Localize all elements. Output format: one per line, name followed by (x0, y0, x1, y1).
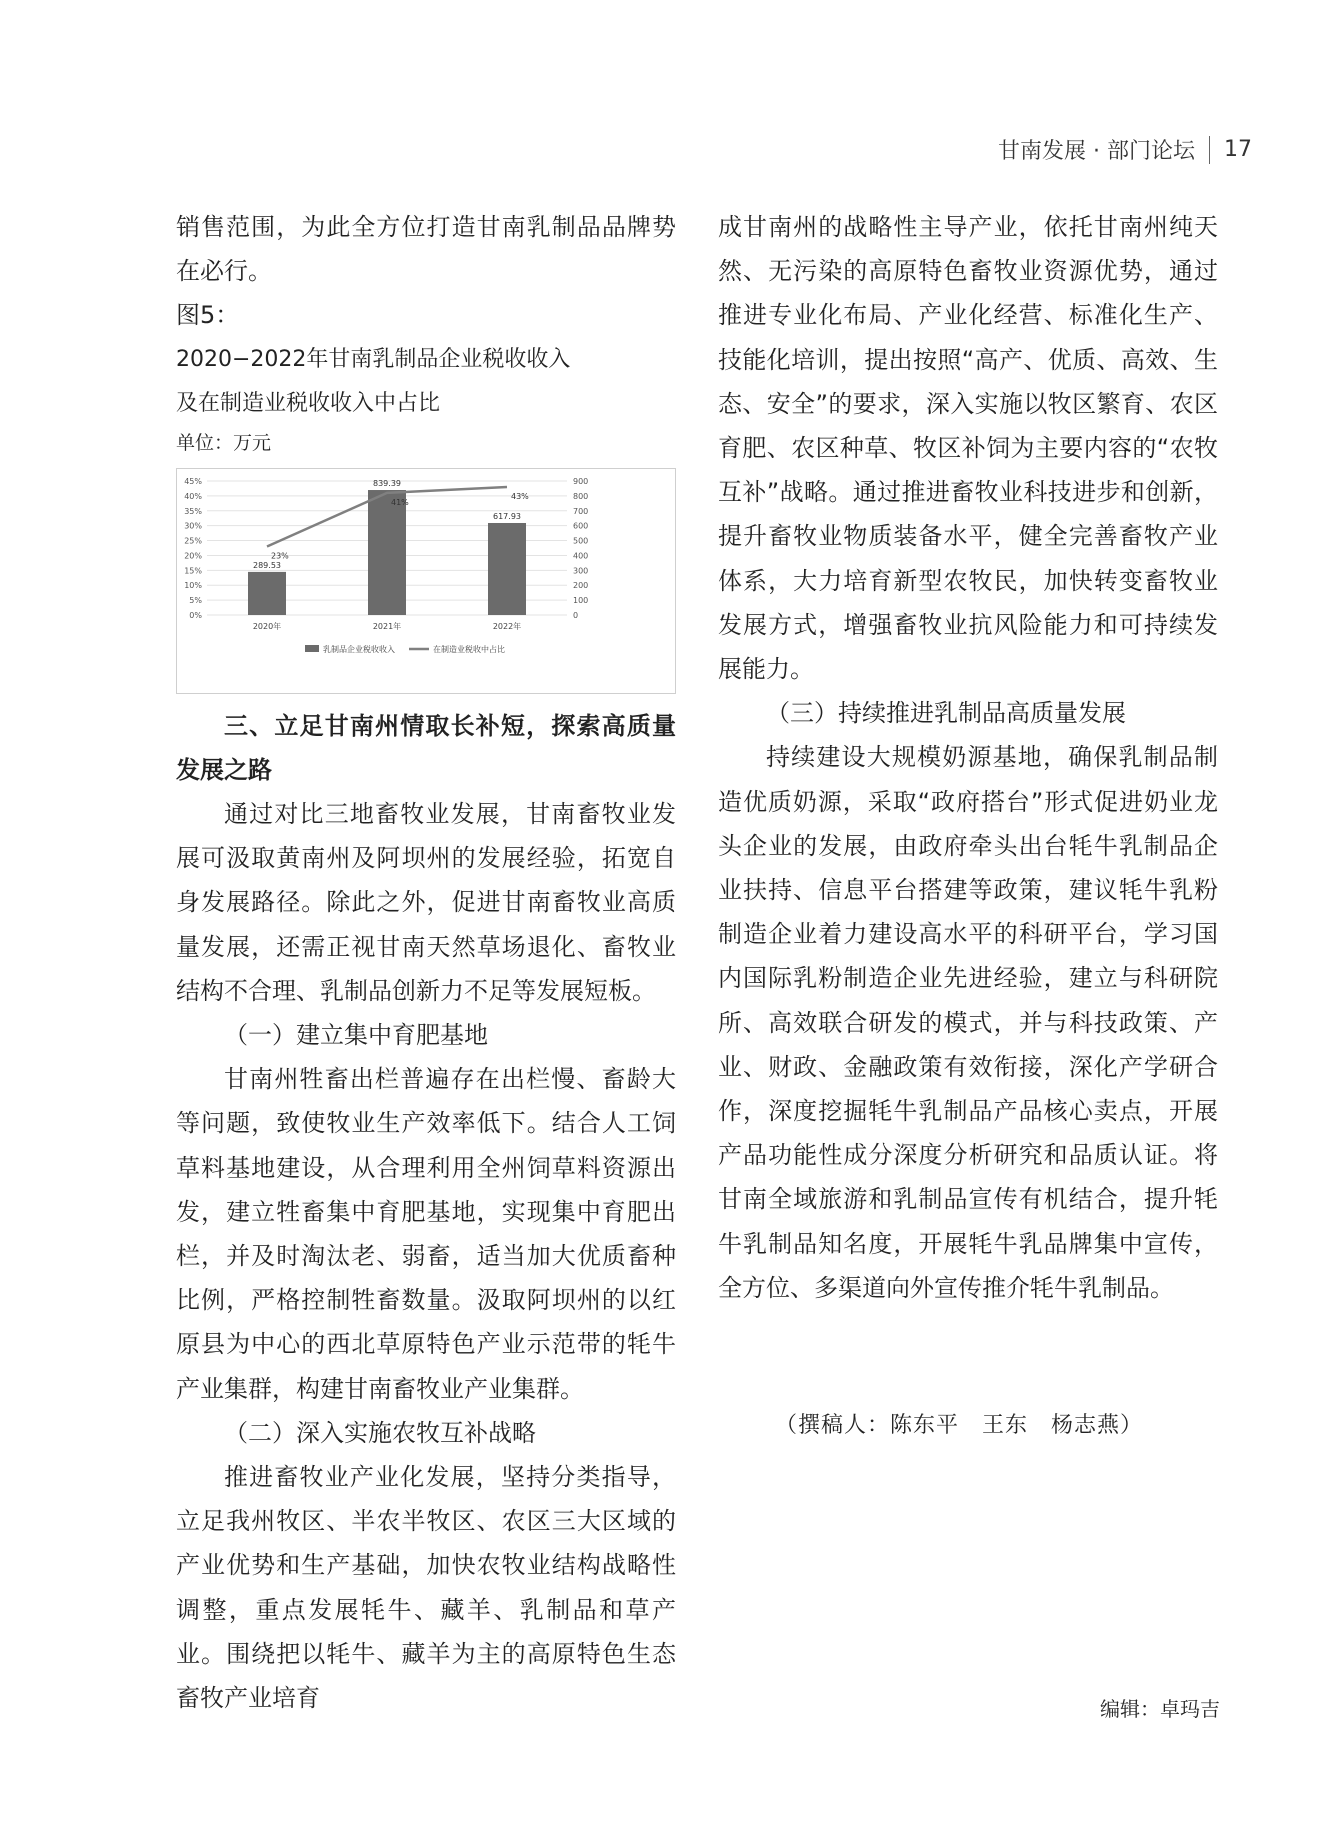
paragraph: 持续建设大规模奶源基地，确保乳制品制造优质奶源，采取“政府搭台”形式促进奶业龙头企业的发展，由政府牵头出台牦牛乳制品企业扶持、信息平台搭建等政策，建议牦牛乳粉制造企业着力建设高水平的科研平台，学习国内国际乳粉制造企业先进经验，建立与科研院所、高效联合研发的模式，并与科技政策、产业、财政、金融政策有效衔接，深化产学研合作，深度挖掘牦牛乳制品产品核心卖点，开展产品功能性成分深度分析研究和品质认证。将甘南全域旅游和乳制品宣传有机结合，提升牦牛乳制品知名度，开展牦牛乳品牌集中宣传，全方位、多渠道向外宣传推介牦牛乳制品。 (718, 743, 1218, 1302)
section-heading: 三、立足甘南州情取长补短，探索高质量发展之路 (176, 711, 676, 784)
editor-credit: 编辑：卓玛吉 (1100, 1697, 1220, 1721)
left-tick-label: 15% (184, 565, 202, 575)
right-tick-label: 600 (573, 521, 589, 531)
right-column (718, 205, 1218, 1310)
right-tick-label: 800 (573, 491, 589, 501)
header-divider (1209, 136, 1210, 164)
line-data-label: 43% (511, 491, 529, 501)
bar-data-label: 839.39 (373, 478, 401, 488)
x-tick-label: 2021年 (372, 621, 402, 631)
tax-chart (177, 469, 675, 693)
figure-label: 图5： (176, 301, 240, 330)
right-tick-label: 0 (573, 610, 579, 620)
right-tick-label: 900 (573, 476, 589, 486)
chart-container (176, 468, 676, 694)
left-tick-label: 0% (189, 610, 202, 620)
line-data-label: 41% (391, 497, 409, 507)
left-tick-label: 5% (189, 595, 202, 605)
line-data-label: 23% (271, 551, 289, 561)
author-credit: （撰稿人：陈东平 王东 杨志燕） (775, 1413, 1144, 1438)
section-title: 甘南发展 · 部门论坛 (998, 139, 1195, 164)
bar (488, 523, 526, 615)
right-tick-label: 400 (573, 551, 589, 561)
chart-title-line1: 2020−2022年甘南乳制品企业税收收入 (176, 346, 571, 372)
left-tick-label: 30% (184, 521, 202, 531)
paragraph-continuation: 销售范围，为此全方位打造甘南乳制品品牌势在必行。 (176, 213, 676, 286)
bar (368, 490, 406, 615)
bar-data-label: 617.93 (493, 511, 521, 521)
legend-bar-label: 乳制品企业税收收入 (323, 644, 395, 654)
left-tick-label: 25% (184, 536, 202, 546)
paragraph: 甘南州牲畜出栏普遍存在出栏慢、畜龄大等问题，致使牧业生产效率低下。结合人工饲草料基地建设，从合理利用全州饲草料资源出发，建立牲畜集中育肥基地，实现集中育肥出栏，并及时淘汰老、弱畜，适当加大优质畜种比例，严格控制牲畜数量。汲取阿坝州的以红原县为中心的西北草原特色产业示范带的牦牛产业集群，构建甘南畜牧业产业集群。 (176, 1065, 676, 1403)
chart-title-line2: 及在制造业税收收入中占比 (176, 390, 441, 416)
left-column (176, 205, 676, 1720)
subheading: （一）建立集中育肥基地 (224, 1021, 488, 1050)
paragraph-continuation: 成甘南州的战略性主导产业，依托甘南州纯天然、无污染的高原特色畜牧业资源优势，通过推进专业化布局、产业化经营、标准化生产、技能化培训，提出按照“高产、优质、高效、生态、安全”的要求，深入实施以牧区繁育、农区育肥、农区种草、牧区补饲为主要内容的“农牧互补”战略。通过推进畜牧业科技进步和创新，提升畜牧业物质装备水平，健全完善畜牧产业体系，大力培育新型农牧民，加快转变畜牧业发展方式，增强畜牧业抗风险能力和可持续发展能力。 (718, 213, 1218, 684)
right-tick-label: 300 (573, 565, 589, 575)
legend-line-label: 在制造业税收中占比 (433, 644, 505, 654)
paragraph: 通过对比三地畜牧业发展，甘南畜牧业发展可汲取黄南州及阿坝州的发展经验，拓宽自身发展路径。除此之外，促进甘南畜牧业高质量发展，还需正视甘南天然草场退化、畜牧业结构不合理、乳制品创新力不足等发展短板。 (176, 800, 676, 1005)
left-tick-label: 45% (184, 476, 202, 486)
right-tick-label: 200 (573, 580, 589, 590)
left-tick-label: 40% (184, 491, 202, 501)
legend-bar-swatch (305, 645, 319, 652)
subheading: （三）持续推进乳制品高质量发展 (766, 699, 1126, 728)
bar-data-label: 289.53 (253, 560, 281, 570)
x-tick-label: 2020年 (252, 621, 282, 631)
left-tick-label: 10% (184, 580, 202, 590)
right-tick-label: 100 (573, 595, 589, 605)
x-tick-label: 2022年 (492, 621, 522, 631)
page-header (998, 134, 1252, 165)
right-tick-label: 700 (573, 506, 589, 516)
page-number: 17 (1224, 137, 1252, 162)
right-tick-label: 500 (573, 536, 589, 546)
bar (248, 572, 286, 615)
chart-unit: 单位：万元 (176, 431, 272, 454)
left-tick-label: 20% (184, 551, 202, 561)
subheading: （二）深入实施农牧互补战略 (224, 1418, 536, 1447)
paragraph: 推进畜牧业产业化发展，坚持分类指导，立足我州牧区、半农半牧区、农区三大区域的产业优势和生产基础，加快农牧业结构战略性调整，重点发展牦牛、藏羊、乳制品和草产业。围绕把以牦牛、藏羊为主的高原特色生态畜牧产业培育 (176, 1463, 676, 1713)
left-tick-label: 35% (184, 506, 202, 516)
